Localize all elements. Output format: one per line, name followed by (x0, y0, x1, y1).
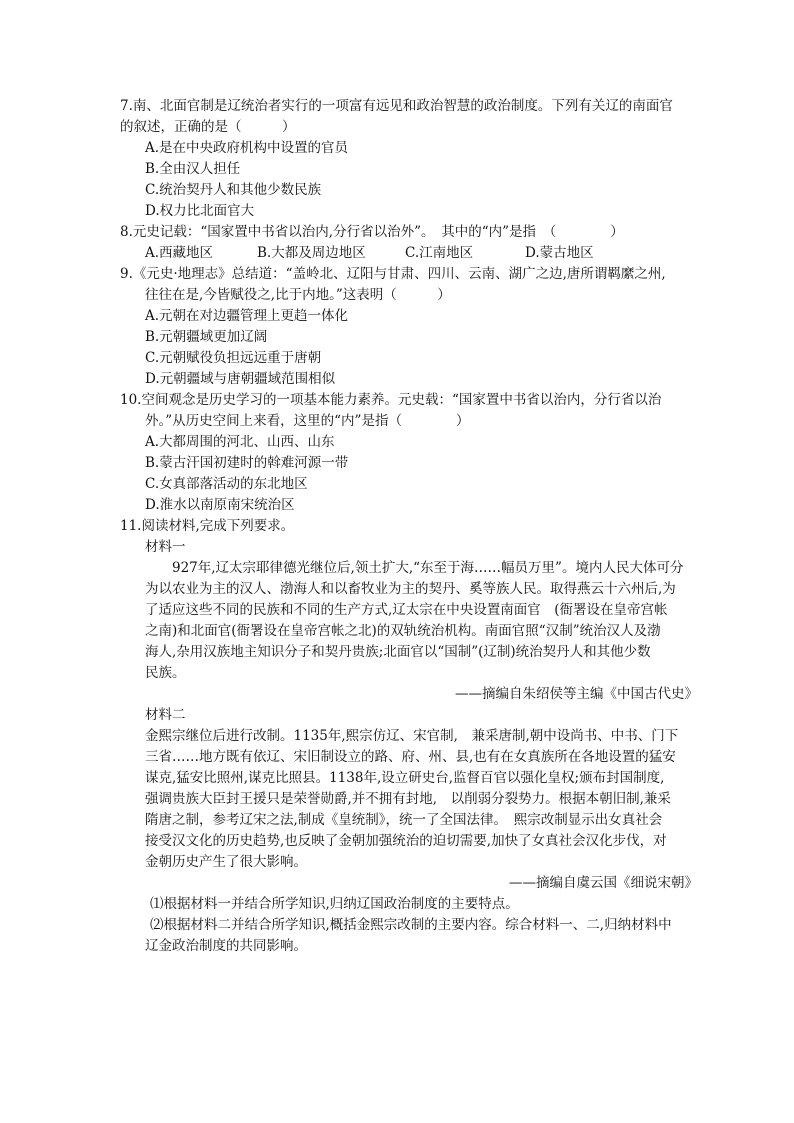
q9-option-b: B.元朝疆域更加辽阔 (145, 329, 268, 345)
material1-line: 927年,辽太宗耶律德光继位后,领土扩大,“东至于海……幅员万里”。境内人民大体可分 (145, 560, 684, 576)
q10-option-c: C.女真部落活动的东北地区 (145, 476, 308, 492)
material2-title: 材料二 (145, 707, 186, 723)
material2-line: 隋唐之制，参考辽宋之法,制成《皇统制》，统一了全国法律。 熙宗改制显示出女真社会 (145, 812, 663, 828)
requirement-2-line1: ⑵根据材料二并结合所学知识,概括金熙宗改制的主要内容。综合材料一、二,归纳材料中 (150, 917, 672, 933)
material1-title: 材料一 (145, 539, 186, 555)
material1-line: 民族。 (145, 665, 186, 681)
material1-source: ——摘编自朱绍侯等主编《中国古代史》 (455, 686, 698, 702)
q11-stem: 11.阅读材料,完成下列要求。 (120, 518, 295, 534)
q7-option-a: A.是在中央政府机构中设置的官员 (145, 140, 349, 156)
q9-stem-line2: 往往在是,今皆赋役之,比于内地。”这表明（ ） (145, 287, 451, 303)
q8-option-a: A.西藏地区 (145, 245, 214, 261)
q10-option-b: B.蒙古汗国初建时的斡难河源一带 (145, 455, 349, 471)
material2-line: 接受汉文化的历史趋势,也反映了金朝加强统治的迫切需要,加快了女真社会汉化步伐，对 (145, 833, 667, 849)
material2-line: 谋克,猛安比照州,谋克比照县。1138年,设立研史台,监督百官以强化皇权;颁布封国制度, (145, 770, 665, 786)
q10-stem-line1: 10.空间观念是历史学习的一项基本能力素养。元史载：“国家置中书省以治内，分行省以治 (120, 392, 662, 408)
q7-option-d: D.权力比北面官大 (145, 203, 255, 219)
material1-line: 为以农业为主的汉人、渤海人和以畜牧业为主的契丹、奚等族人民。取得燕云十六州后,为 (145, 581, 676, 597)
q7-stem-line1: 7.南、北面官制是辽统治者实行的一项富有远见和政治智慧的政治制度。下列有关辽的南面官 (120, 98, 673, 114)
q9-stem-line1: 9.《元史·地理志》总结道：“盖岭北、辽阳与甘肃、四川、云南、湖广之边,唐所谓羁縻之州, (120, 266, 666, 282)
q7-stem-line2: 的叙述，正确的是（ ） (120, 119, 296, 135)
material2-line: 三省……地方既有依辽、宋旧制设立的路、府、州、县,也有在女真族所在各地设置的猛安 (145, 749, 676, 765)
q10-option-a: A.大都周围的河北、山西、山东 (145, 434, 335, 450)
material1-line: 之南)和北面官(衙署设在皇帝宫帐之北)的双轨统治机构。南面官照“汉制”统治汉人及渤 (145, 623, 661, 639)
material2-line: 金朝历史产生了很大影响。 (145, 854, 307, 870)
requirement-2-line2: 辽金政治制度的共同影响。 (145, 938, 307, 954)
q9-option-a: A.元朝在对边疆管理上更趋一体化 (145, 308, 349, 324)
material1-line: 了适应这些不同的民族和不同的生产方式,辽太宗在中央设置南面官 (衙署设在皇帝宫帐 (145, 602, 668, 618)
q10-stem-line2: 外。”从历史空间上来看，这里的“内”是指（ ） (145, 413, 470, 429)
q9-option-d: D.元朝疆域与唐朝疆域范围相似 (145, 371, 336, 387)
material2-line: 金熙宗继位后进行改制。1135年,熙宗仿辽、宋官制, 兼采唐制,朝中设尚书、中书、门下 (145, 728, 679, 744)
q8-option-c: C.江南地区 (405, 245, 474, 261)
q9-option-c: C.元朝赋役负担远远重于唐朝 (145, 350, 322, 366)
q7-option-b: B.全由汉人担任 (145, 161, 241, 177)
material2-source: ——摘编自虞云国《细说宋朝》 (509, 875, 698, 891)
q7-option-c: C.统治契丹人和其他少数民族 (145, 182, 322, 198)
q8-stem: 8.元史记载：“国家置中书省以治内,分行省以治外”。 其中的“内”是指 （ ） (120, 224, 624, 240)
q8-option-d: D.蒙古地区 (525, 245, 594, 261)
material2-line: 强调贵族大臣封王援只是荣誉勋爵,并不拥有封地, 以削弱分裂势力。根据本朝旧制,兼采 (145, 791, 671, 807)
requirement-1: ⑴根据材料一并结合所学知识,归纳辽国政治制度的主要特点。 (150, 896, 519, 912)
q10-option-d: D.淮水以南原南宋统治区 (145, 497, 295, 513)
material1-line: 海人,杂用汉族地主知识分子和契丹贵族;北面官以“国制”(辽制)统治契丹人和其他少数 (145, 644, 651, 660)
q8-options-row (145, 243, 594, 263)
q8-option-b: B.大都及周边地区 (257, 245, 366, 261)
